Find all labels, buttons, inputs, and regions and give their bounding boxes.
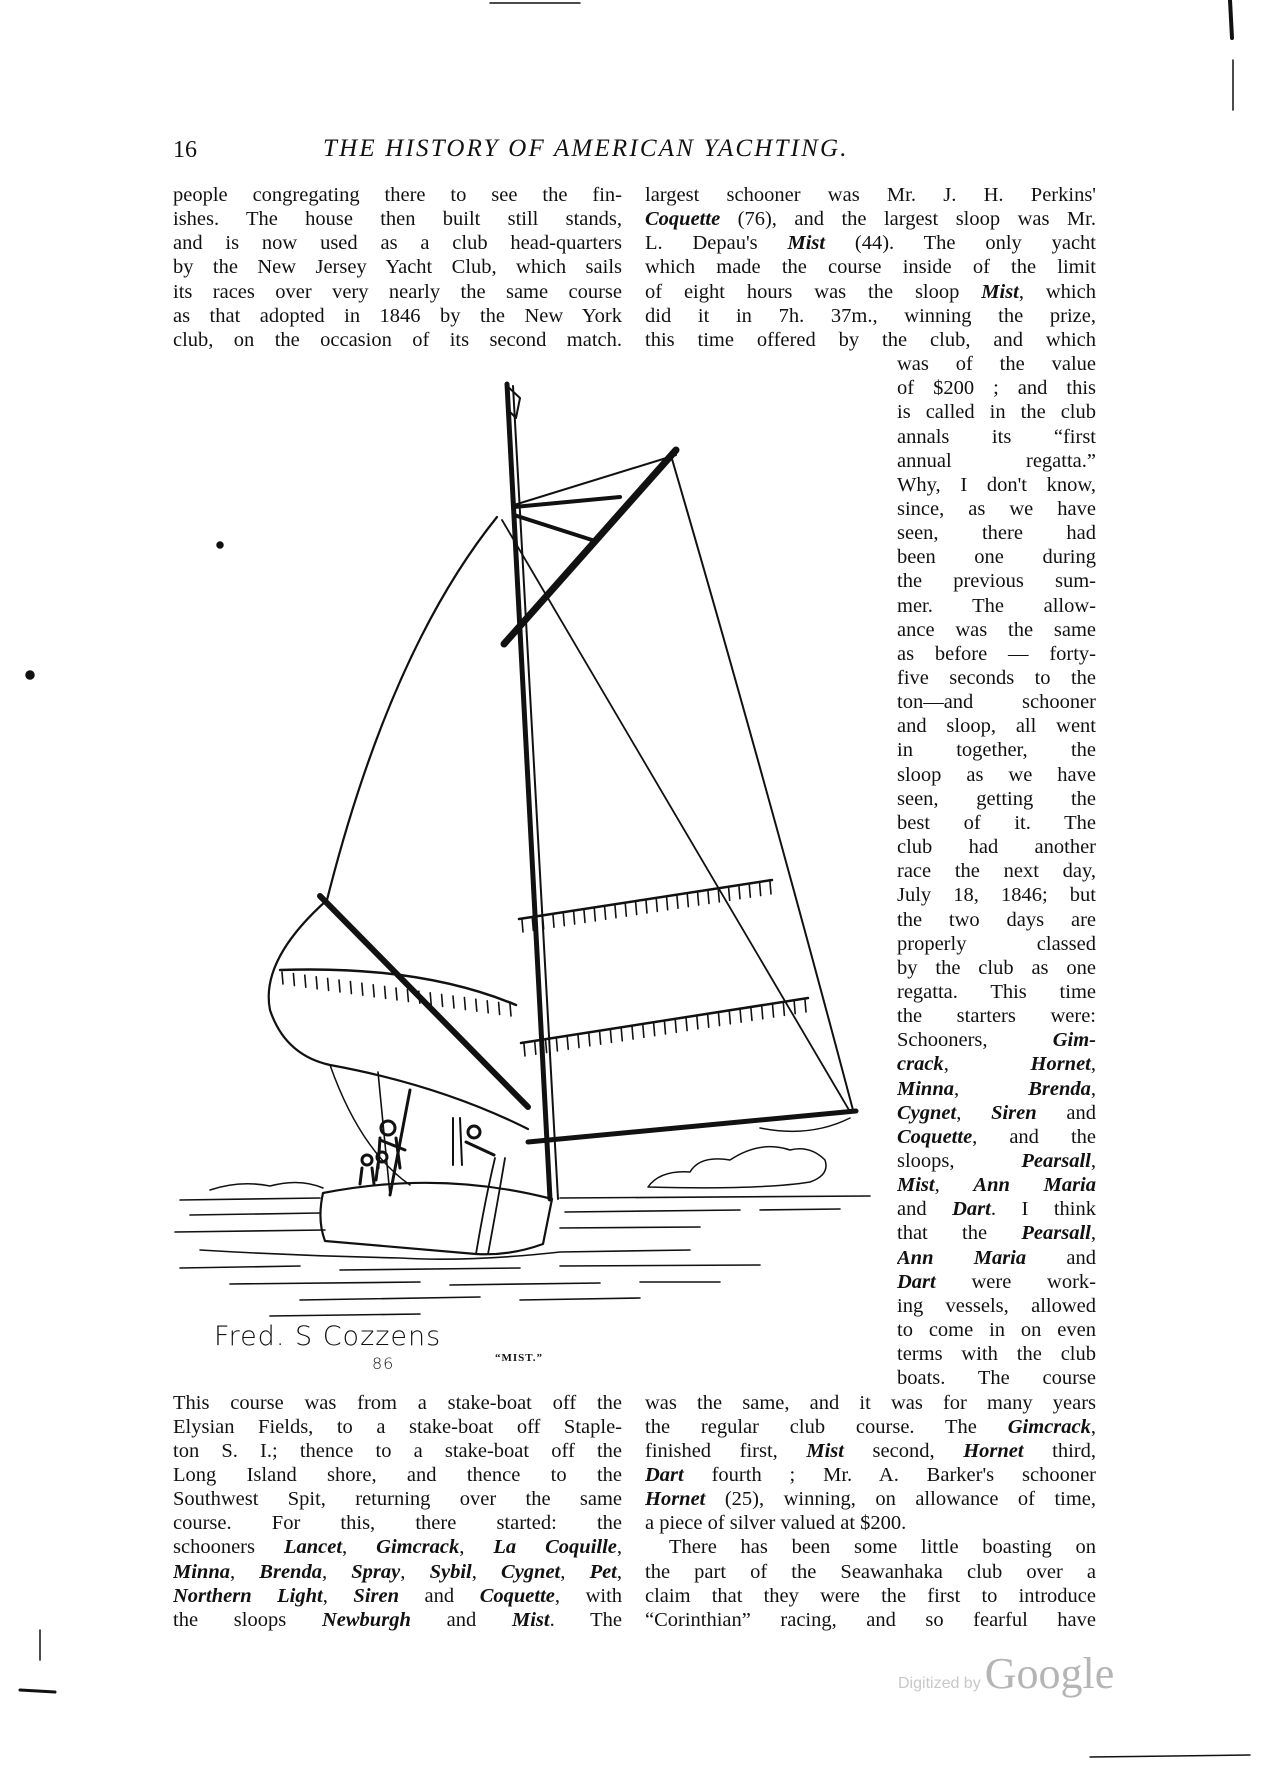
text-segment: , (459, 1536, 494, 1559)
text-segment: by the club as one (897, 956, 1096, 979)
text-segment: and (1026, 1246, 1096, 1269)
text-segment: and (410, 1608, 512, 1631)
text-segment: , (956, 1101, 992, 1124)
text-segment: did it in 7h. 37m., winning the prize, (645, 304, 1096, 327)
text-segment: people congregating there to see the fin- (173, 184, 622, 206)
reef-point (740, 1010, 741, 1022)
reef-point (453, 996, 454, 1008)
reef-point (636, 903, 637, 915)
italic-ship-name: Gim- (1052, 1029, 1096, 1052)
text-segment: the regular club course. The (645, 1415, 1008, 1438)
text-segment: ton S. I.; thence to a stake-boat off the (173, 1439, 622, 1462)
reef-point (522, 920, 523, 932)
text-segment: is called in the club (897, 401, 1096, 424)
reef-point (578, 1036, 579, 1048)
text-segment: , (471, 1560, 502, 1583)
text-segment: “Corinthian” racing, and so fearful have (645, 1608, 1096, 1631)
text-segment: its races over very nearly the same course (173, 280, 622, 303)
text-segment: club had another (897, 836, 1096, 859)
reef-point (751, 1008, 752, 1020)
reef-point (794, 1002, 795, 1014)
text-segment: , (400, 1560, 430, 1583)
text-segment: as that adopted in 1846 by the New York (173, 304, 622, 327)
text-segment: , (1090, 1150, 1096, 1172)
italic-ship-name: Pearsall (1021, 1222, 1091, 1245)
reef-point (762, 1007, 763, 1019)
reef-point (729, 1012, 730, 1024)
text-segment: ton—and schooner (897, 691, 1096, 714)
italic-ship-name: Dart (897, 1270, 936, 1293)
reef-point (729, 888, 730, 900)
text-segment: , (953, 1077, 1029, 1100)
text-segment: ance was the same (897, 618, 1096, 641)
italic-ship-name: Mist (787, 232, 826, 255)
italic-ship-name: Mist (511, 1608, 550, 1631)
text-segment: annual regatta.” (897, 449, 1096, 472)
reef-point (632, 1027, 633, 1039)
reef-point (625, 904, 626, 916)
reef-point (667, 898, 668, 910)
shoreline-left (210, 1182, 323, 1190)
reef-point (621, 1029, 622, 1041)
reef-point (487, 1001, 488, 1013)
reef-point (584, 911, 585, 923)
italic-ship-name: Northern Light (173, 1584, 323, 1607)
italic-ship-name: Brenda (259, 1560, 322, 1583)
text-segment: claim that they were the first to introduce (645, 1584, 1096, 1607)
text-segment: regatta. This time (897, 980, 1096, 1003)
text-segment: the two days are (897, 908, 1096, 931)
text-segment: , (616, 1560, 622, 1583)
text-segment: . I think (990, 1198, 1096, 1221)
reef-point (362, 983, 363, 995)
text-segment: Long Island shore, and thence to the (173, 1463, 622, 1486)
illustration-caption: “MIST.” (495, 1352, 544, 1364)
text-segment: , (1090, 1077, 1096, 1100)
text-segment: July 18, 1846; but (897, 884, 1096, 907)
reef-point (805, 1000, 806, 1012)
text-segment: by the New Jersey Yacht Club, which sails (173, 256, 622, 279)
reef-point (686, 1019, 687, 1031)
italic-ship-name: Siren (991, 1101, 1037, 1124)
text-segment: Southwest Spit, returning over the same (173, 1488, 622, 1511)
text-segment: sloop as we have (897, 763, 1096, 786)
text-segment: , (229, 1560, 260, 1583)
text-segment: of $200 ; and this (897, 377, 1096, 400)
text-segment: and sloop, all went (897, 715, 1096, 738)
text-segment: the sloops (173, 1608, 322, 1631)
italic-ship-name: Pet (589, 1560, 617, 1583)
text-segment: the part of the Seawanhaka club over a (645, 1560, 1096, 1583)
reef-point (677, 896, 678, 908)
watermark-prefix: Digitized by (898, 1675, 981, 1692)
text-segment: sloops, (897, 1150, 1022, 1172)
reef-point (698, 893, 699, 905)
text-segment: (25), winning, on allowance of time, (705, 1488, 1096, 1511)
text-segment: Schooners, (897, 1029, 1053, 1052)
reef-point (510, 1004, 511, 1016)
text-segment: seen, getting the (897, 787, 1096, 810)
text-segment: This course was from a stake-boat off the (173, 1391, 622, 1414)
italic-ship-name: Mist (897, 1174, 935, 1197)
italic-ship-name: Gimcrack (376, 1536, 460, 1559)
text-segment: Elysian Fields, to a stake-boat off Staple- (173, 1415, 622, 1438)
italic-ship-name: La Coquille (493, 1536, 617, 1559)
text-segment: that the (897, 1222, 1022, 1245)
reef-point (328, 978, 329, 990)
italic-ship-name: Minna (173, 1560, 230, 1583)
text-segment: , (1090, 1053, 1096, 1076)
reef-point (430, 993, 431, 1005)
italic-ship-name: Spray (351, 1560, 401, 1583)
shoreline-trees (648, 1147, 826, 1188)
text-segment: boats. The course (897, 1367, 1096, 1390)
gaff-spar-top (514, 497, 620, 507)
crew-figures (360, 1118, 494, 1184)
italic-ship-name: Hornet (1030, 1053, 1091, 1076)
reef-point (553, 915, 554, 927)
reef-point (442, 994, 443, 1006)
italic-ship-name: Coquette (479, 1584, 555, 1607)
reef-point (783, 1003, 784, 1015)
reef-point (499, 1002, 500, 1014)
italic-ship-name: Pearsall (1021, 1150, 1091, 1172)
text-segment: were work- (935, 1270, 1096, 1293)
reef-point (708, 892, 709, 904)
text-segment: and (1036, 1101, 1096, 1124)
mainsail-reef-points (519, 880, 808, 1043)
reef-point (532, 918, 533, 930)
text-segment: , with (554, 1584, 622, 1607)
text-segment: was of the value (897, 353, 1096, 376)
text-segment: since, as we have (897, 497, 1096, 520)
text-segment: , (1090, 1222, 1096, 1245)
text-segment: There has been some little boasting on (669, 1536, 1096, 1559)
reef-point (605, 907, 606, 919)
text-segment: finished first, (645, 1439, 807, 1462)
text-segment: , (321, 1560, 352, 1583)
text-segment: , (934, 1174, 974, 1197)
foresail (269, 517, 528, 1129)
text-segment: in together, the (897, 739, 1096, 762)
reef-point (396, 988, 397, 1000)
reef-point (385, 986, 386, 998)
text-segment: properly classed (897, 932, 1096, 955)
reef-point (574, 912, 575, 924)
reef-point (293, 974, 294, 986)
reef-point (643, 1025, 644, 1037)
reef-point (407, 990, 408, 1002)
text-segment: the starters were: (897, 1005, 1096, 1028)
whisker-pole (320, 896, 528, 1107)
text-segment: race the next day, (897, 860, 1096, 883)
text-segment: and is now used as a club head-quarters (173, 232, 622, 255)
text-segment: course. For this, there started: the (173, 1512, 622, 1535)
italic-ship-name: Cygnet (501, 1560, 561, 1583)
text-segment: third, (1023, 1439, 1096, 1462)
italic-ship-name: Siren (353, 1584, 399, 1607)
italic-ship-name: Cygnet (897, 1101, 957, 1124)
reef-point (524, 1044, 525, 1056)
text-segment: , (1090, 1415, 1096, 1438)
reef-point (535, 1042, 536, 1054)
text-segment: schooners (173, 1536, 284, 1559)
reef-point (305, 975, 306, 987)
text-segment: , (560, 1560, 590, 1583)
signature-name: Fred. S Cozzens (214, 1321, 442, 1352)
text-segment: . The (549, 1608, 622, 1631)
reef-point (615, 906, 616, 918)
reef-point (543, 917, 544, 929)
page-number: 16 (173, 137, 197, 163)
text-segment: best of it. The (897, 811, 1096, 834)
reef-point (739, 887, 740, 899)
watermark-brand: Google (984, 1649, 1115, 1698)
text-segment: , and the (972, 1125, 1096, 1148)
text-segment: annals its “first (897, 425, 1096, 448)
text-segment: five seconds to the (897, 667, 1096, 689)
water-lines (175, 1196, 870, 1316)
reef-point (464, 998, 465, 1010)
reef-point (687, 895, 688, 907)
text-segment: and (897, 1198, 953, 1221)
text-segment: terms with the club (897, 1343, 1096, 1366)
reef-point (546, 1041, 547, 1053)
italic-ship-name: Hornet (963, 1439, 1024, 1462)
italic-ship-name: Minna (897, 1077, 954, 1100)
artist-signature (214, 1321, 442, 1373)
italic-ship-name: Coquette (645, 208, 721, 231)
text-segment: ing vessels, allowed (897, 1294, 1096, 1317)
italic-ship-name: Sybil (429, 1560, 472, 1583)
reef-point (567, 1037, 568, 1049)
google-watermark (898, 1648, 1114, 1699)
text-segment: which made the course inside of the limit (645, 256, 1096, 279)
italic-ship-name: Newburgh (321, 1608, 411, 1631)
running-title: THE HISTORY OF AMERICAN YACHTING. (323, 135, 849, 162)
reef-point (719, 1014, 720, 1026)
main-boom (528, 1111, 856, 1142)
text-segment: the previous sum- (897, 570, 1096, 593)
reef-point (556, 1039, 557, 1051)
reef-point (718, 890, 719, 902)
text-segment: of eight hours was the sloop (645, 280, 982, 303)
text-segment: , (616, 1536, 622, 1559)
text-segment: , (943, 1053, 1031, 1076)
italic-ship-name: Dart (645, 1463, 684, 1486)
reef-point (339, 980, 340, 992)
text-segment: , (342, 1536, 377, 1559)
reef-point (589, 1034, 590, 1046)
reef-point (373, 985, 374, 997)
italic-ship-name: crack (897, 1053, 944, 1076)
text-segment: largest schooner was Mr. J. H. Perkins' (645, 184, 1096, 206)
reef-point (316, 977, 317, 989)
italic-ship-name: Ann Maria (973, 1174, 1096, 1197)
italic-ship-name: Brenda (1028, 1077, 1091, 1100)
reef-point (675, 1020, 676, 1032)
reef-point (600, 1032, 601, 1044)
italic-ship-name: Lancet (283, 1536, 343, 1559)
text-segment: , (322, 1584, 354, 1607)
text-segment: fourth ; Mr. A. Barker's schooner (683, 1463, 1096, 1486)
reef-point (697, 1017, 698, 1029)
reef-point (610, 1030, 611, 1042)
text-segment: as before — forty- (897, 642, 1096, 665)
reef-point (350, 982, 351, 994)
gaff (504, 450, 676, 644)
text-segment: a piece of silver valued at $200. (645, 1512, 907, 1535)
italic-ship-name: Mist (806, 1439, 844, 1462)
reef-point (708, 1015, 709, 1027)
reef-point (665, 1022, 666, 1034)
italic-ship-name: Gimcrack (1007, 1415, 1091, 1438)
text-segment: seen, there had (897, 522, 1096, 545)
scan-marks (20, 0, 1250, 1757)
reef-point (770, 882, 771, 894)
hull (320, 1183, 552, 1254)
text-segment: to come in on even (897, 1319, 1096, 1342)
text-segment: second, (843, 1439, 964, 1462)
text-segment: been one during (897, 546, 1096, 569)
italic-ship-name: Coquette (897, 1125, 973, 1148)
text-segment: (44). The only yacht (825, 232, 1096, 255)
reef-point (656, 899, 657, 911)
reef-point (773, 1005, 774, 1017)
text-segment: mer. The allow- (897, 594, 1096, 617)
reef-point (646, 901, 647, 913)
italic-ship-name: Hornet (645, 1488, 706, 1511)
text-segment: , which (1018, 280, 1096, 303)
signature-year: 86 (372, 1354, 395, 1373)
text-segment: and (399, 1584, 480, 1607)
reef-point (654, 1024, 655, 1036)
italic-ship-name: Mist (981, 280, 1019, 303)
text-segment: club, on the occasion of its second match. (173, 328, 622, 351)
text-segment: L. Depau's (645, 232, 788, 255)
reef-point (563, 914, 564, 926)
reef-point (760, 884, 761, 896)
italic-ship-name: Dart (952, 1198, 991, 1221)
reef-point (282, 972, 283, 984)
text-segment: ishes. The house then built still stands, (173, 208, 622, 231)
reef-point (594, 909, 595, 921)
reef-point (476, 999, 477, 1011)
text-segment: (76), and the largest sloop was Mr. (720, 208, 1096, 231)
reef-point (749, 885, 750, 897)
text-segment: this time offered by the club, and which (645, 328, 1096, 351)
text-segment: was the same, and it was for many years (645, 1391, 1096, 1414)
italic-ship-name: Ann Maria (897, 1246, 1027, 1269)
text-segment: Why, I don't know, (897, 473, 1096, 496)
